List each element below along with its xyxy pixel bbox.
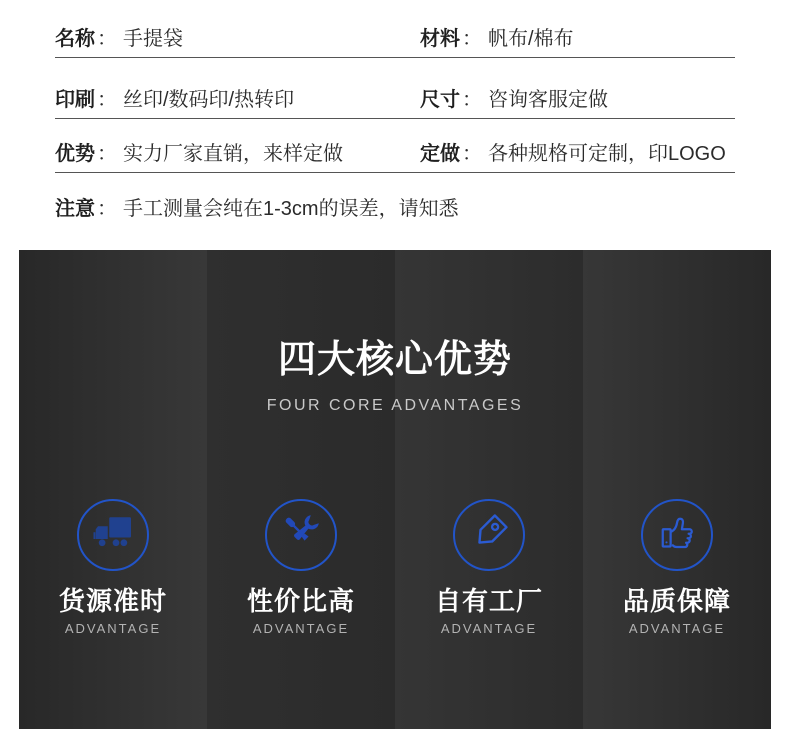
spec-value: 各种规格可定制，印LOGO <box>488 143 726 165</box>
icon-circle <box>265 499 337 571</box>
advantage-sublabel: ADVANTAGE <box>628 621 726 636</box>
spec-cell-size <box>420 58 735 119</box>
advantage-label: 品质保障 <box>622 586 731 616</box>
advantage-label: 货源准时 <box>58 586 167 616</box>
spec-label: 名称 <box>55 28 95 50</box>
advantage-item-supply <box>19 499 207 636</box>
spec-row <box>55 0 735 58</box>
thumbs-up-icon <box>653 509 701 562</box>
spec-value: 手提袋 <box>123 28 183 50</box>
spec-label: 定做 <box>420 143 460 165</box>
advantage-sublabel: ADVANTAGE <box>64 621 162 636</box>
spec-value: 实力厂家直销，来样定做 <box>123 143 343 165</box>
icon-circle <box>641 499 713 571</box>
spec-colon: ： <box>97 89 117 111</box>
advantage-items <box>19 499 771 636</box>
spec-label: 尺寸 <box>420 89 460 111</box>
spec-value: 丝印/数码印/热转印 <box>123 89 295 111</box>
spec-cell-custom <box>420 119 735 173</box>
tag-icon <box>465 509 513 562</box>
icon-circle <box>453 499 525 571</box>
spec-colon: ： <box>97 143 117 165</box>
spec-label: 优势 <box>55 143 95 165</box>
spec-cell-name <box>55 0 420 58</box>
advantages-panel <box>19 250 771 729</box>
spec-label: 材料 <box>420 28 460 50</box>
advantage-item-value <box>207 499 395 636</box>
note-label: 注意 <box>55 198 95 220</box>
spec-table <box>55 0 735 222</box>
advantage-sublabel: ADVANTAGE <box>252 621 350 636</box>
spec-row <box>55 119 735 173</box>
spec-colon: ： <box>97 198 117 220</box>
note-row <box>55 173 735 222</box>
advantage-item-factory <box>395 499 583 636</box>
advantage-sublabel: ADVANTAGE <box>440 621 538 636</box>
panel-title: 四大核心优势 <box>277 339 512 381</box>
advantages-content <box>19 250 771 729</box>
spec-value: 咨询客服定做 <box>488 89 608 111</box>
advantage-label: 性价比高 <box>246 586 355 616</box>
spec-cell-printing <box>55 58 420 119</box>
advantage-item-quality <box>583 499 771 636</box>
spec-cell-material <box>420 0 735 58</box>
spec-colon: ： <box>462 28 482 50</box>
spec-row <box>55 58 735 119</box>
spec-cell-advantage <box>55 119 420 173</box>
advantage-label: 自有工厂 <box>434 586 543 616</box>
truck-icon <box>89 509 137 562</box>
spec-colon: ： <box>462 143 482 165</box>
spec-colon: ： <box>97 28 117 50</box>
spec-colon: ： <box>462 89 482 111</box>
icon-circle <box>77 499 149 571</box>
spec-label: 印刷 <box>55 89 95 111</box>
tools-icon <box>277 509 325 562</box>
spec-value: 帆布/棉布 <box>488 28 574 50</box>
note-value: 手工测量会纯在1-3cm的误差，请知悉 <box>123 198 459 220</box>
panel-subtitle: FOUR CORE ADVANTAGES <box>266 397 524 414</box>
